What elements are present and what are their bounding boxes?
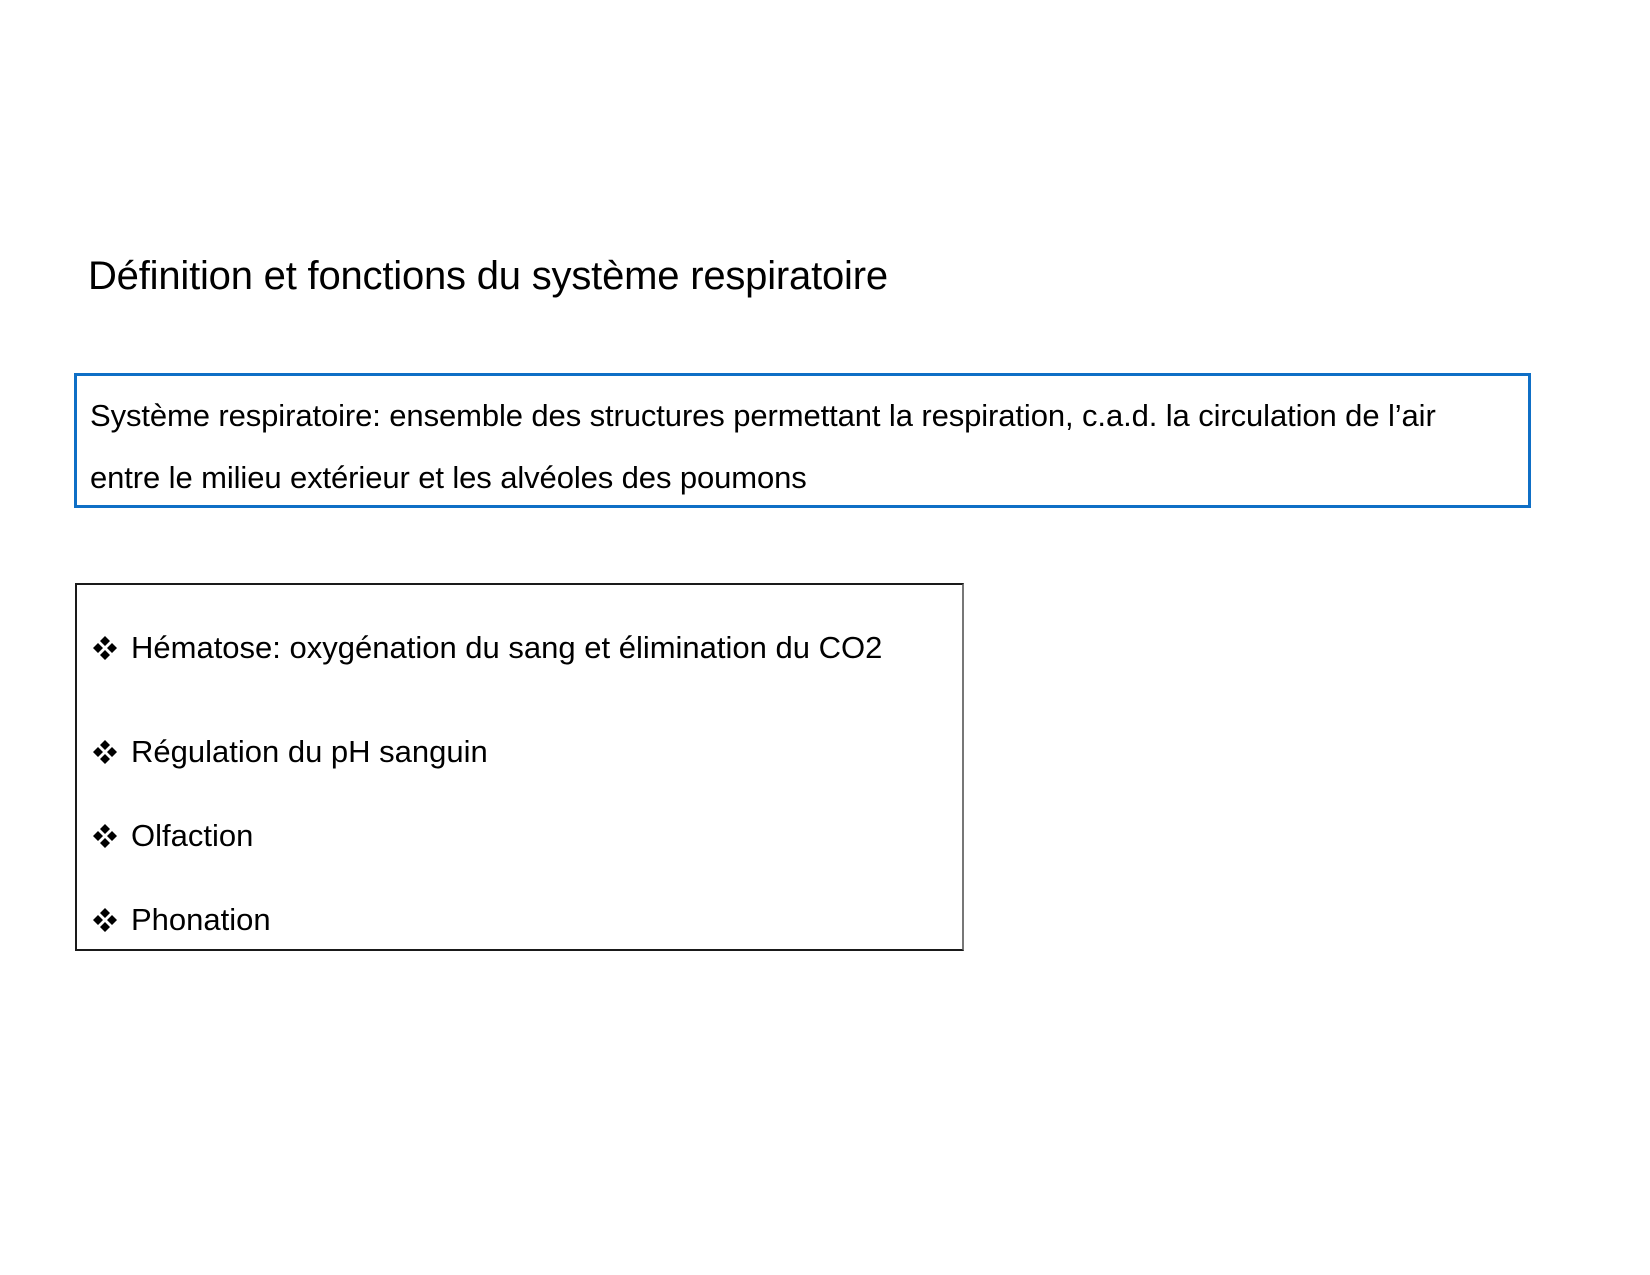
definition-box	[74, 373, 1531, 508]
function-label: Phonation	[131, 902, 271, 937]
function-list-item	[91, 734, 488, 770]
function-label: Régulation du pH sanguin	[131, 734, 488, 769]
definition-text-line-1: Système respiratoire: ensemble des structures permettant la respiration, c.a.d. la circulation de l’air	[90, 398, 1436, 433]
four-diamond-bullet-icon	[91, 822, 119, 850]
definition-text-line-2: entre le milieu extérieur et les alvéoles des poumons	[90, 460, 807, 495]
function-list-item	[91, 902, 271, 938]
function-label: Hématose: oxygénation du sang et élimination du CO2	[131, 630, 883, 665]
four-diamond-bullet-icon	[91, 738, 119, 766]
four-diamond-bullet-icon	[91, 906, 119, 934]
functions-list-box	[75, 583, 964, 951]
slide-title: Définition et fonctions du système respiratoire	[88, 254, 888, 298]
function-label: Olfaction	[131, 818, 254, 853]
function-list-item	[91, 630, 882, 666]
four-diamond-bullet-icon	[91, 634, 119, 662]
function-list-item	[91, 818, 253, 854]
